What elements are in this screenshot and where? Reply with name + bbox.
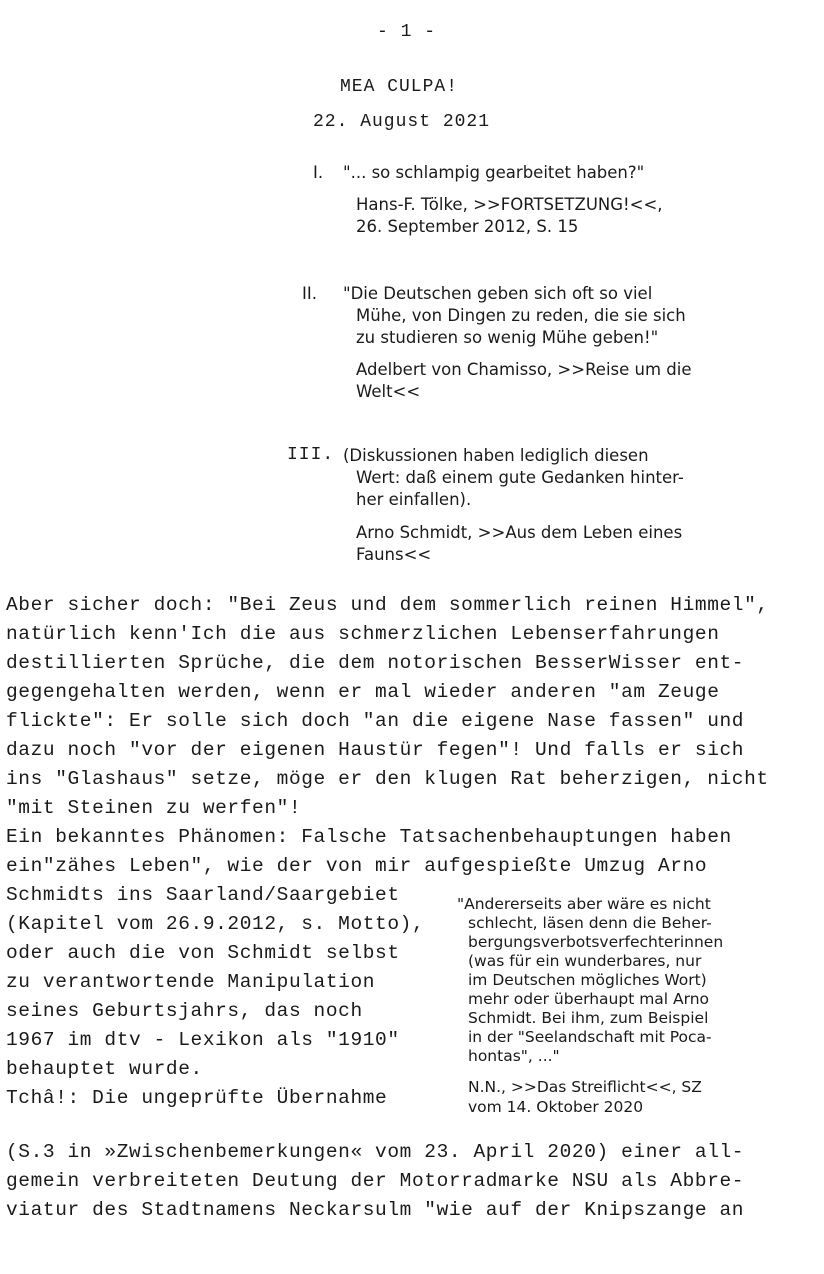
sidebar-quote-line: in der "Seelandschaft mit Poca- — [468, 1028, 712, 1046]
motto-quote-line: "Die Deutschen geben sich oft so viel — [343, 284, 653, 303]
body-line: zu verantwortende Manipulation — [6, 971, 376, 993]
page-number: - 1 - — [377, 22, 437, 42]
motto-source-line: 26. September 2012, S. 15 — [356, 217, 579, 236]
body-line: Tchâ!: Die ungeprüfte Übernahme — [6, 1087, 388, 1109]
body-line: dazu noch "vor der eigenen Haustür fegen"! Und falls er sich — [6, 739, 745, 761]
body-line: oder auch die von Schmidt selbst — [6, 942, 400, 964]
body-line: ins "Glashaus" setze, möge er den klugen Rat beherzigen, nicht — [6, 768, 769, 790]
motto-source-line: Welt<< — [356, 382, 421, 401]
motto-numeral: III. — [287, 445, 335, 465]
sidebar-quote-line: bergungsverbotsverfechterinnen — [468, 933, 724, 951]
motto-quote-line: Wert: daß einem gute Gedanken hinter- — [356, 468, 684, 487]
body-line: "mit Steinen zu werfen"! — [6, 797, 302, 819]
motto-source-line: Fauns<< — [356, 545, 432, 564]
body-line: behauptet wurde. — [6, 1058, 203, 1080]
body-line: Aber sicher doch: "Bei Zeus und dem sommerlich reinen Himmel", — [6, 594, 769, 616]
body-line: Ein bekanntes Phänomen: Falsche Tatsachenbehauptungen haben — [6, 826, 732, 848]
document-title: MEA CULPA! — [340, 77, 459, 97]
motto-quote-line: zu studieren so wenig Mühe geben!" — [356, 328, 659, 347]
body-line: flickte": Er solle sich doch "an die eigene Nase fassen" und — [6, 710, 745, 732]
motto-source-line: Adelbert von Chamisso, >>Reise um die — [356, 360, 692, 379]
sidebar-quote-line: Schmidt. Bei ihm, zum Beispiel — [468, 1009, 709, 1027]
motto-quote-line: "... so schlampig gearbeitet haben?" — [343, 163, 645, 182]
motto-numeral: II. — [302, 284, 317, 303]
body-line: viatur des Stadtnamens Neckarsulm "wie auf der Knipszange an — [6, 1199, 745, 1221]
body-line: 1967 im dtv - Lexikon als "1910" — [6, 1029, 400, 1051]
sidebar-quote-line: schlecht, läsen denn die Beher- — [468, 914, 712, 932]
motto-source-line: Hans-F. Tölke, >>FORTSETZUNG!<<, — [356, 195, 663, 214]
body-line: gemein verbreiteten Deutung der Motorradmarke NSU als Abbre- — [6, 1170, 745, 1192]
sidebar-source-line: vom 14. Oktober 2020 — [468, 1098, 644, 1116]
sidebar-quote-line: (was für ein wunderbares, nur — [468, 952, 702, 970]
body-line: natürlich kenn'Ich die aus schmerzlichen Lebenserfahrungen — [6, 623, 720, 645]
sidebar-quote-line: "Andererseits aber wäre es nicht — [457, 895, 711, 913]
motto-quote-line: her einfallen). — [356, 490, 472, 509]
sidebar-quote-line: mehr oder überhaupt mal Arno — [468, 990, 710, 1008]
motto-source-line: Arno Schmidt, >>Aus dem Leben eines — [356, 523, 683, 542]
motto-numeral: I. — [313, 163, 324, 182]
body-line: Schmidts ins Saarland/Saargebiet — [6, 884, 400, 906]
body-line: (Kapitel vom 26.9.2012, s. Motto), — [6, 913, 425, 935]
sidebar-quote-line: hontas", ..." — [468, 1047, 560, 1065]
body-line: (S.3 in »Zwischenbemerkungen« vom 23. April 2020) einer all- — [6, 1141, 745, 1163]
body-line: ein"zähes Leben", wie der von mir aufgespießte Umzug Arno — [6, 855, 708, 877]
body-line: seines Geburtsjahrs, das noch — [6, 1000, 363, 1022]
sidebar-source-line: N.N., >>Das Streiflicht<<, SZ — [468, 1078, 702, 1096]
body-line: destillierten Sprüche, die dem notorischen BesserWisser ent- — [6, 652, 745, 674]
document-date: 22. August 2021 — [313, 112, 491, 132]
body-line: gegengehalten werden, wenn er mal wieder anderen "am Zeuge — [6, 681, 720, 703]
motto-quote-line: (Diskussionen haben lediglich diesen — [343, 446, 649, 465]
sidebar-quote-line: im Deutschen mögliches Wort) — [468, 971, 707, 989]
motto-quote-line: Mühe, von Dingen zu reden, die sie sich — [356, 306, 686, 325]
